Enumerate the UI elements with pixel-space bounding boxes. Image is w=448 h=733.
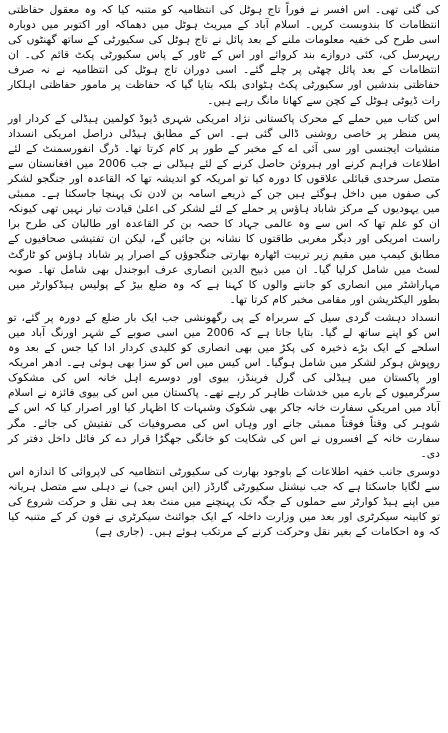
- article-body: [8, 2, 440, 539]
- article-paragraph-1: کی گئی تھی۔ اس افسر نے فوراً تاج ہوٹل کی انتظامیہ کو متنبہ کیا کہ وہ معقول حفاظتی انتظامات کا بندوبست کریں۔ اسلام آباد کے میریٹ ہوٹل میں دھماکہ اور اکتوبر میں دوبارہ اسی طرح کی خفیہ معلومات ملنے کے بعد پائل نے تاج ہوٹل کی سکیورٹی کے ساتھ گھنٹوں کی ریہرسل کی، کئی دروازے بند کروائے اور اس کے ٹاور کے پاس سکیورٹی پکٹ قائم کی۔ ان انتظامات کے بعد پائل چھٹی پر چلے گئے۔ اسی دوران تاج ہوٹل کی انتظامیہ نے نہ صرف حفاظتی بندشیں اور سکیورٹی پکٹ ہٹوادی بلکہ بتایا گیا کہ حفاظت پر مامور حفاظتی اہلکار رات ڈیوٹی ہوٹل کے کچن سے کھانا مانگ رہے ہیں۔: [8, 3, 440, 107]
- article-paragraph-3: انسداد دہشت گردی سیل کے سربراہ کے پی رگھونشی جب ایک بار ضلع کے دورہ پر گئے، تو اس کو اپنے ساتھ لے گیا۔ بتایا جاتا ہے کہ 2006 میں اسی صوبے کے شہر اورنگ آباد میں اسلحے کے ایک بڑے ذخیرہ کی پکڑ میں بھی انصاری کو کلیدی کردار ادا کیا جس کے بعد وہ روپوش ہوکر لشکر میں شامل ہوگیا۔ اس کیس میں اس کو سزا بھی ہوئی ہے۔ ادھر امریکہ اور پاکستان میں ہیڈلی کی گرل فرینڈز، بیوی اور دوسرے اہل خانہ اس کی مشکوک سرگرمیوں کے بارے میں خدشات ظاہر کر رہے تھے۔ پاکستان میں اس کی بیوی فائزہ نے اسلام آباد میں امریکی سفارت خانہ جاکر بھی شکوک وشبہات کا اظہار کیا اور اصرار کیا کہ اس کے شوہر کی وقتاً فوقتاً ممبئی جانے اور وہاں اس کی مصروفیات کی تفتیش کی جائے۔ مگر سفارت خانہ کے افسروں نے اس کی شکایت کو خانگی جھگڑا قرار دے کر فائل داخل دفتر کر دی۔: [8, 310, 440, 460]
- article-paragraph-4: دوسری جانب خفیہ اطلاعات کے باوجود بھارت کی سکیورٹی انتظامیہ کی لاپروائی کا اندازہ اس سے لگایا جاسکتا ہے کہ جب نیشنل سکیورٹی گارڈز (این ایس جی) نے دہلی سے متصل ہریانہ میں اپنے ہیڈ کوارٹر سے حملوں کے جگہ تک پہنچنے میں منٹ بعد ہی نقل و حرکت شروع کی تو کابینہ سیکرٹری اور بعد میں وزارت داخلہ کے ایک جوائنٹ سیکرٹری نے فون کر کے متنبہ کیا کہ وہ احکامات کے بغیر نقل وحرکت کرنے کے مرتکب ہوئے ہیں۔ (جاری ہے): [8, 464, 440, 539]
- article-paragraph-2: اس کتاب میں حملے کے محرک پاکستانی نژاد امریکی شہری ڈیوڈ کولمین ہیڈلی کے کردار اور پس منظر پر خاصی روشنی ڈالی گئی ہے۔ اس کے مطابق ہیڈلی دراصل امریکی انسداد منشیات ایجنسی اور سی آئی اے کے مخبر کے طور پر کام کرتا تھا۔ ڈرگ انفورسمنٹ کے لئے اطلاعات فراہم کرنے اور ہیروئن حاصل کرنے کے لئے ہیڈلی نے جب 2006 میں افغانستان سے متصل سرحدی قبائلی علاقوں کا دورہ کیا تو امریکہ کو اندیشہ تھا کہ القاعدہ اور جنگجو لشکر کی صفوں میں داخل ہوگئے ہیں جن کے ذریعے اسامہ بن لادن تک پہنچا جاسکتا ہے۔ ممبئی میں یہودیوں کے مرکز شاباد ہاؤس پر حملے کے لئے لشکر کی اعلیٰ قیادت تیار نہیں تھی کیونکہ ان کو علم تھا کہ اس سے وہ عالمی جہاد کا حصہ بن کر القاعدہ اور طالبان کی طرح برا راست امریکی اور دیگر مغربی طاقتوں کا نشانہ بن جائیں گے، لیکن ان تفتیشی صحافیوں کے مطابق کیمپ میں مقیم زیر تربیت اٹھارہ بھارتی جنگجوؤں کے اصرار پر شاباد ہاؤس کو ٹارگٹ لسٹ میں شامل کرلیا گیا۔ ان میں ذبیح الدین انصاری عرف ابوجندل بھی شامل تھا۔ صوبہ مہاراشٹر میں انصاری کو جاننے والوں کا کہنا ہے کہ وہ ضلع بیڑ کے پولیس ہیڈکوارٹر میں بطور الیکٹریشن اور مقامی مخبر کام کرتا تھا۔: [8, 111, 441, 306]
